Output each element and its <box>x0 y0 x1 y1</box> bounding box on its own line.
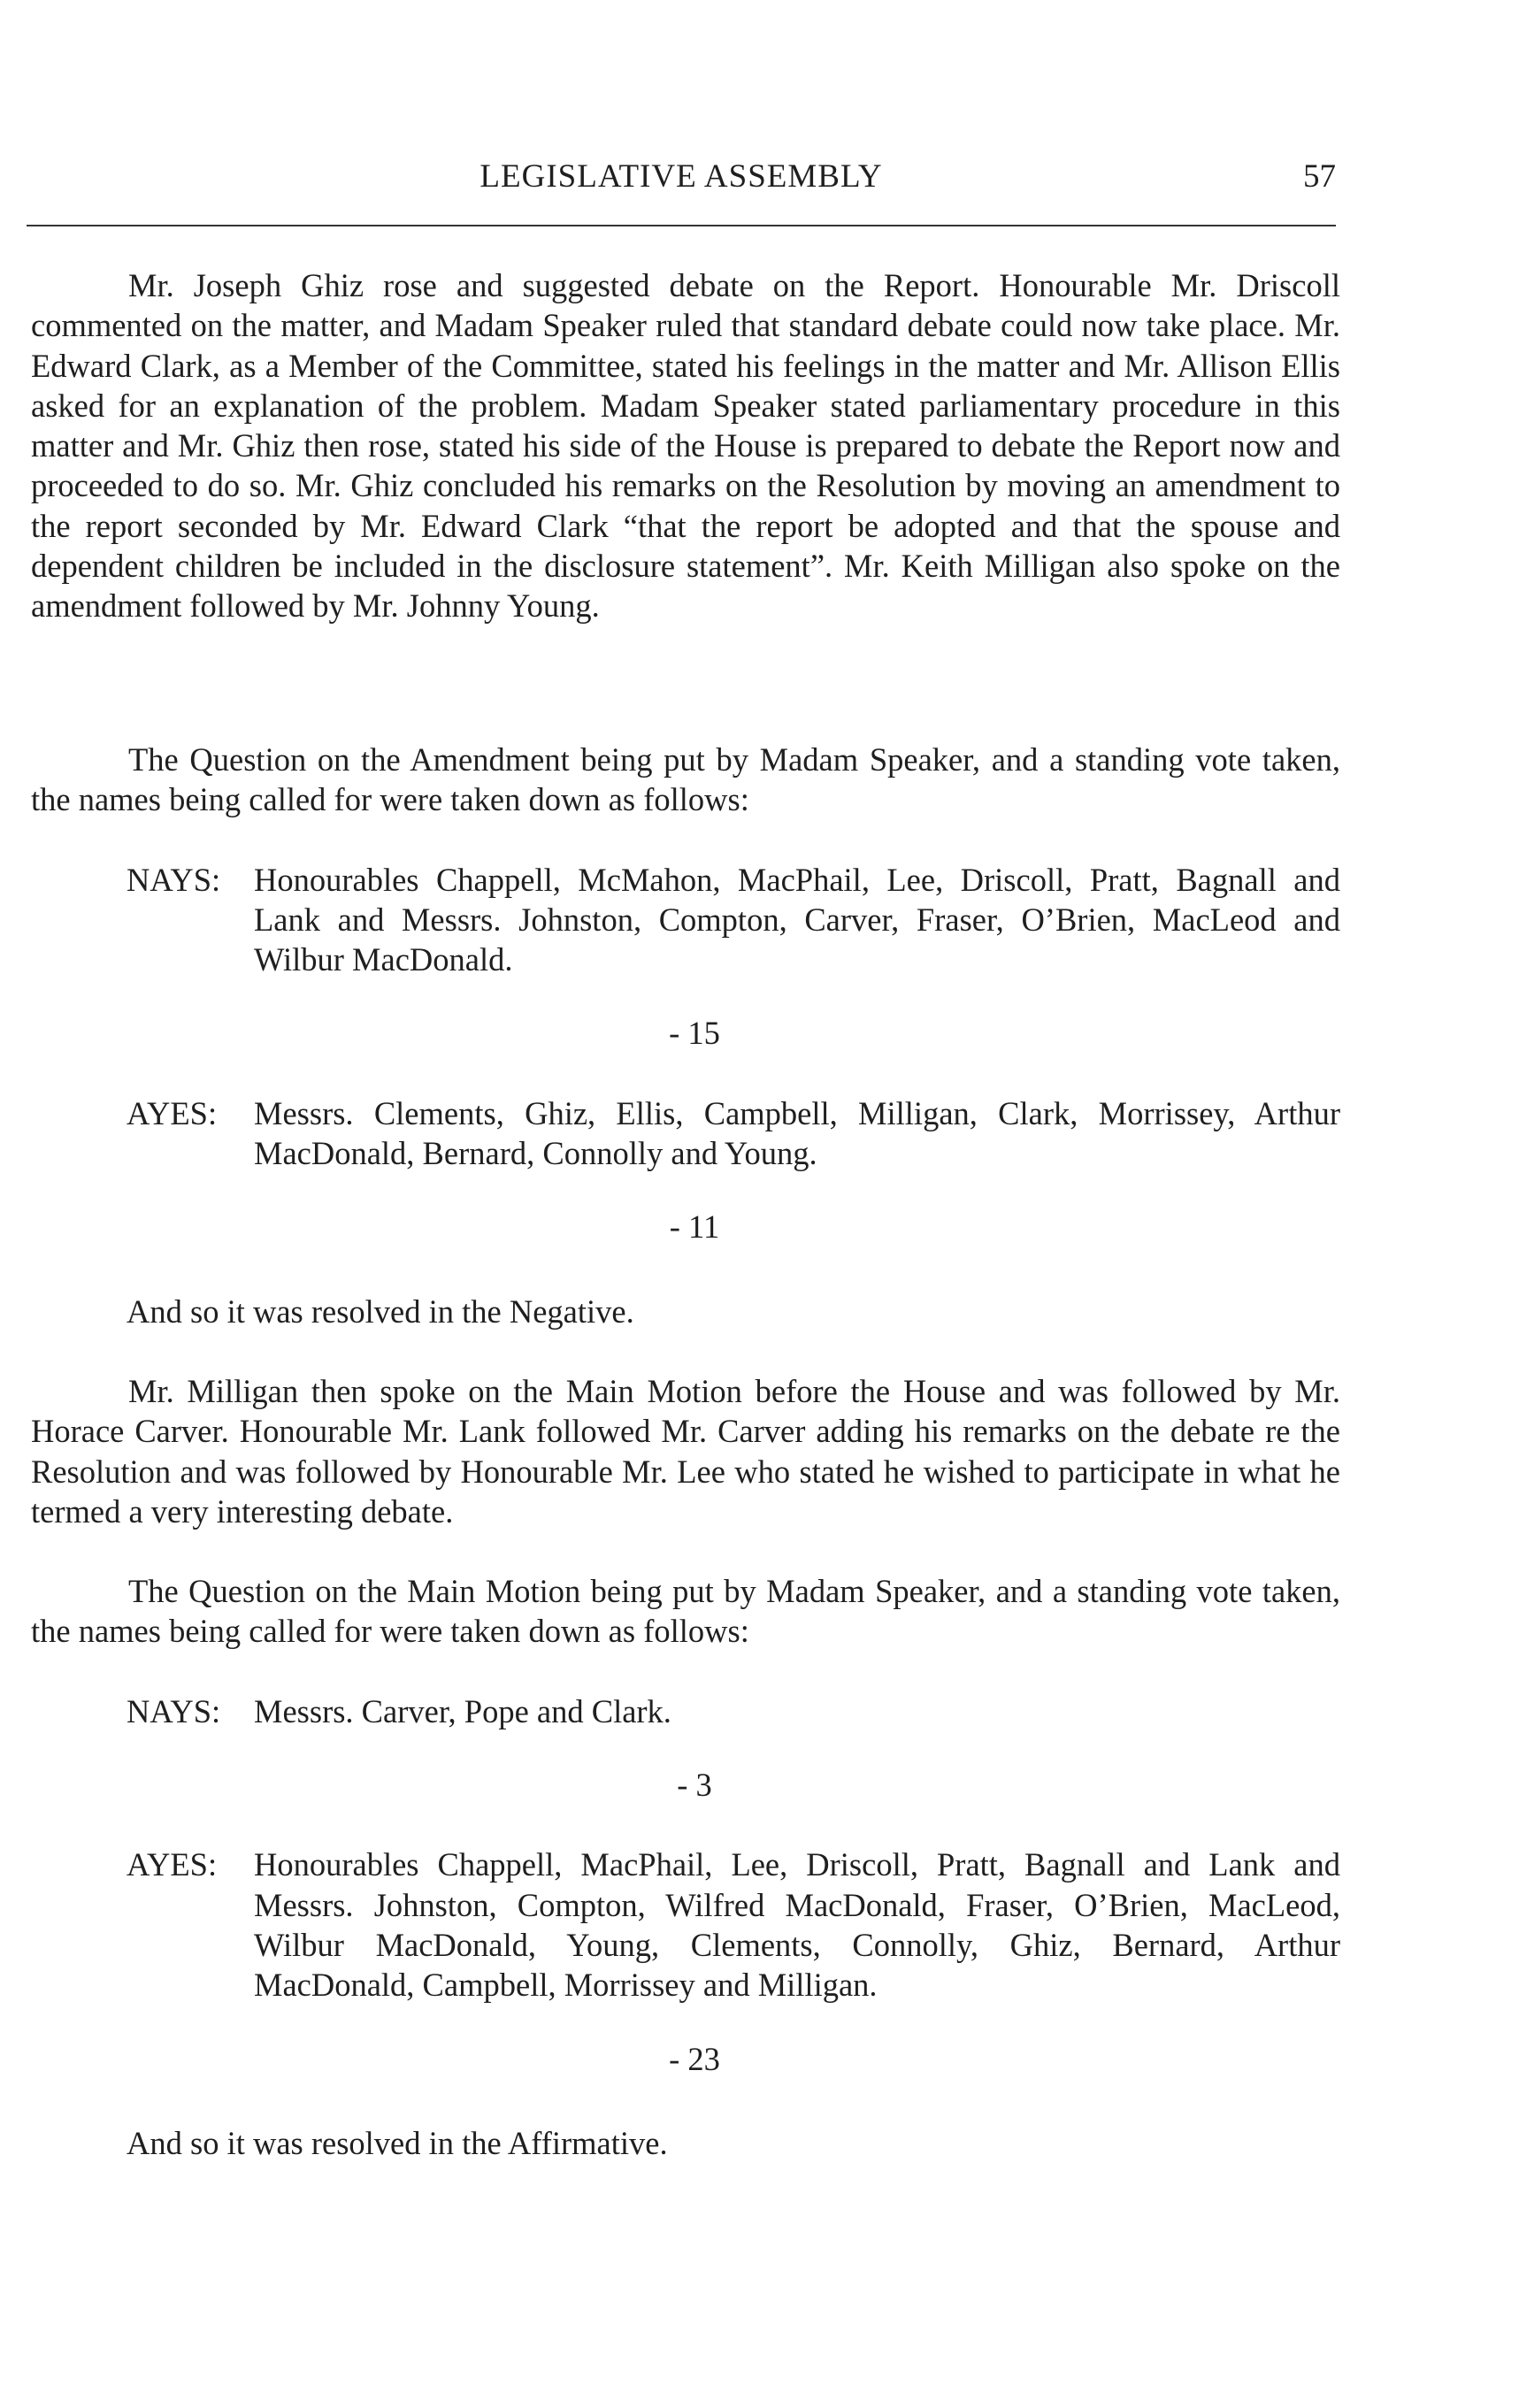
vote-2-ayes <box>31 1844 1340 2005</box>
running-title: LEGISLATIVE ASSEMBLY <box>479 158 883 195</box>
ayes-label: AYES: <box>127 1094 218 1131</box>
paragraph-question-main-motion: The Question on the Main Motion being put by Madam Speaker, and a standing vote taken, the names being called for were taken down as follows: <box>31 1573 1340 1650</box>
nays-names: Messrs. Carver, Pope and Clark. <box>254 1692 671 1729</box>
resolution-affirmative: And so it was resolved in the Affirmative. <box>127 2124 668 2161</box>
page-body <box>31 265 1340 2163</box>
ayes-count: - 11 <box>669 1208 720 1246</box>
nays-label: NAYS: <box>127 861 221 898</box>
nays-count: - 3 <box>677 1767 712 1804</box>
vote-2-nays <box>31 1691 1340 1731</box>
page-number: 57 <box>1303 158 1336 195</box>
nays-count: - 15 <box>669 1015 720 1052</box>
vote-1-nays <box>31 860 1340 980</box>
ayes-count: - 23 <box>669 2040 720 2077</box>
ayes-label: AYES: <box>127 1846 218 1883</box>
nays-label: NAYS: <box>127 1692 221 1729</box>
page-header <box>27 157 1336 200</box>
nays-names: Honourables Chappell, McMahon, MacPhail, Lee, Driscoll, Pratt, Bagnall and Lank and Messrs. Johnston, Compton, Carver, Fraser, O’Brien, MacLeod and Wilbur MacDonald. <box>254 861 1340 978</box>
header-rule <box>27 225 1336 226</box>
resolution-negative: And so it was resolved in the Negative. <box>127 1292 634 1330</box>
paragraph-question-amendment: The Question on the Amendment being put by Madam Speaker, and a standing vote taken, the names being called for were taken down as follows: <box>31 741 1340 818</box>
paragraph-main-motion-debate: Mr. Milligan then spoke on the Main Motion before the House and was followed by Mr. Horace Carver. Honourable Mr. Lank followed Mr. Carver adding his remarks on the debate re the Resolution and was followed by Honourable Mr. Lee who stated he wished to participate in what he termed a very interesting debate. <box>31 1372 1340 1530</box>
ayes-names: Messrs. Clements, Ghiz, Ellis, Campbell, Milligan, Clark, Morrissey, Arthur MacDonald, Bernard, Connolly and Young. <box>254 1094 1340 1172</box>
paragraph-debate-report: Mr. Joseph Ghiz rose and suggested debate on the Report. Honourable Mr. Driscoll commented on the matter, and Madam Speaker ruled that standard debate could now take place. Mr. Edward Clark, as a Member of the Committee, stated his feelings in the matter and Mr. Allison Ellis asked for an explanation of the problem. Madam Speaker stated parliamentary procedure in this matter and Mr. Ghiz then rose, stated his side of the House is prepared to debate the Report now and proceeded to do so. Mr. Ghiz concluded his remarks on the Resolution by moving an amendment to the report seconded by Mr. Edward Clark “that the report be adopted and that the spouse and dependent children be included in the disclosure statement”. Mr. Keith Milligan also spoke on the amendment followed by Mr. Johnny Young. <box>31 267 1340 625</box>
ayes-names: Honourables Chappell, MacPhail, Lee, Driscoll, Pratt, Bagnall and Lank and Messrs. Johnston, Compton, Wilfred MacDonald, Fraser, O’Brien, MacLeod, Wilbur MacDonald, Young, Clements, Connolly, Ghiz, Bernard, Arthur MacDonald, Campbell, Morrissey and Milligan. <box>254 1846 1340 2004</box>
vote-1-ayes <box>31 1093 1340 1174</box>
